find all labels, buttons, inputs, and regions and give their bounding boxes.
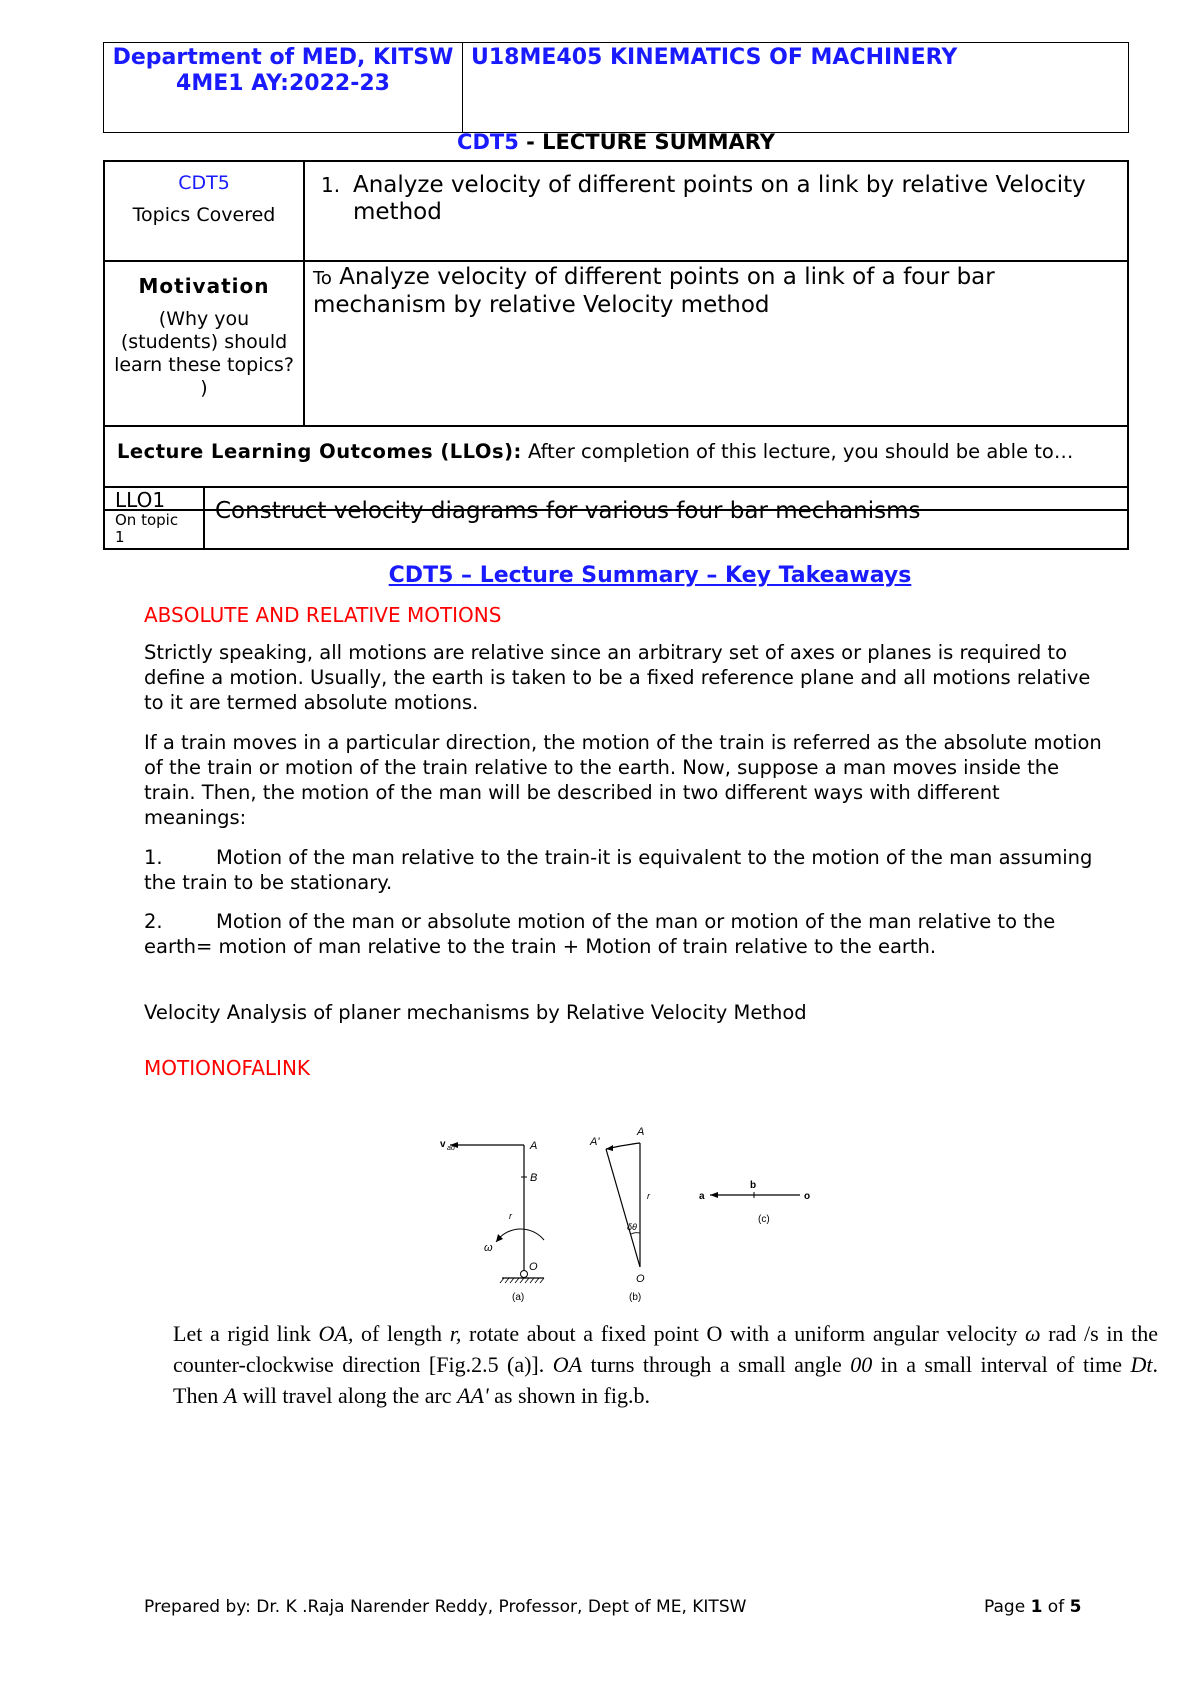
footer-page-num: 1 <box>1030 1597 1043 1617</box>
omega-arc <box>496 1229 544 1242</box>
footer-prepared-text: Dr. K .Raja Narender Reddy, Professor, Dept of ME, KITSW <box>250 1597 747 1617</box>
desc-part: rad /s in the counter-clockwise direction [Fig.2.5 (a)]. <box>173 1321 1158 1377</box>
footer-page-number <box>984 1597 1081 1617</box>
footer-prepared-by <box>144 1597 746 1617</box>
list-item-2 <box>144 909 1104 959</box>
topics-code: CDT5 <box>178 172 230 194</box>
pivot-O <box>521 1271 528 1278</box>
desc-part: r, <box>449 1321 462 1346</box>
motivation-label-cell <box>104 261 304 426</box>
label-O-b: O <box>636 1273 645 1285</box>
llo1-text: Construct velocity diagrams for various four bar mechanisms <box>215 498 921 524</box>
list-item-1-number: 1. <box>144 846 163 869</box>
footer-of-label: of <box>1042 1597 1070 1617</box>
motivation-sub: (Why you (students) should learn these topics? ) <box>114 308 294 399</box>
paragraph-1: Strictly speaking, all motions are relative since an arbitrary set of axes or planes is required to define a motion. Usually, the earth is taken to be a fixed reference plane and all motions relative to it are termed absolute motions. <box>144 641 1091 714</box>
paragraph-3: Velocity Analysis of planer mechanisms by Relative Velocity Method <box>144 1001 807 1024</box>
link-description <box>173 1318 1158 1411</box>
label-ao: ao <box>447 1145 455 1152</box>
paragraph-2: If a train moves in a particular direction, the motion of the train is referred as the absolute motion of the train or motion of the train relative to the earth. Now, suppose a man moves inside the train. Then, the motion of the man will be described in two different ways with different meanings: <box>144 731 1102 829</box>
topics-label-cell <box>104 161 304 261</box>
motivation-text: Analyze velocity of different points on a link of a four bar mechanism by relative Velocity method <box>313 264 995 318</box>
label-fig-c: (c) <box>758 1214 770 1225</box>
label-A: A <box>530 1140 538 1152</box>
vector-arrowhead <box>710 1192 718 1198</box>
summary-code: CDT5 <box>457 130 519 154</box>
list-item-2-number: 2. <box>144 910 163 933</box>
key-takeaways-title: CDT5 – Lecture Summary – Key Takeaways <box>388 563 912 588</box>
angle-arc <box>631 1233 640 1234</box>
desc-part: OA <box>552 1352 583 1377</box>
label-b-c: b <box>750 1180 757 1191</box>
department-cell <box>104 43 463 133</box>
llo1-id: LLO1 <box>115 488 166 512</box>
label-r-b: r <box>647 1191 650 1201</box>
label-A-b: A <box>637 1126 645 1138</box>
label-a-c: a <box>699 1191 705 1202</box>
desc-part: Dt <box>1130 1352 1153 1377</box>
label-delta-theta: δθ <box>627 1222 637 1232</box>
desc-part: AA' <box>457 1383 489 1408</box>
topic-number: 1. <box>321 173 341 197</box>
llo1-table <box>103 486 1129 550</box>
motivation-content-cell <box>304 261 1128 426</box>
desc-part: 00 <box>850 1352 873 1377</box>
desc-part: in a small interval of time <box>872 1352 1131 1377</box>
course-title: U18ME405 KINEMATICS OF MACHINERY <box>471 45 958 70</box>
desc-part: ω <box>1025 1321 1041 1346</box>
label-r: r <box>509 1211 512 1221</box>
llo1-id-cell <box>104 487 204 549</box>
desc-part: . Then <box>173 1352 1158 1408</box>
topics-covered-label: Topics Covered <box>132 204 276 226</box>
label-o-c: o <box>804 1191 811 1202</box>
desc-part: Let a rigid link <box>173 1321 319 1346</box>
list-item-1-text: Motion of the man relative to the train-it is equivalent to the motion of the man assuming the train to be stationary. <box>144 846 1093 894</box>
desc-part: turns through a small angle <box>582 1352 851 1377</box>
summary-rest: - LECTURE SUMMARY <box>518 130 775 154</box>
department-text: Department of MED, KITSW 4ME1 AY:2022-23 <box>112 45 454 96</box>
link-OA-prime <box>606 1149 640 1267</box>
course-cell <box>463 43 1129 133</box>
label-A-prime: A' <box>590 1136 600 1148</box>
footer-page-total: 5 <box>1069 1597 1082 1617</box>
llo1-text-cell <box>204 487 1128 549</box>
topic-text: Analyze velocity of different points on a link by relative Velocity method <box>353 172 1086 225</box>
lecture-summary-title <box>0 130 1200 154</box>
motion-of-link-heading: MOTIONOFALINK <box>144 1056 311 1080</box>
label-fig-a: (a) <box>512 1292 525 1303</box>
desc-part: of length <box>353 1321 450 1346</box>
label-v: v <box>440 1139 446 1150</box>
topics-table <box>103 160 1129 511</box>
footer-prepared-label: Prepared by: <box>144 1597 251 1617</box>
footer-page-label: Page <box>984 1597 1031 1617</box>
motivation-prefix: To <box>313 268 332 289</box>
desc-part: A <box>223 1383 238 1408</box>
llo-intro-label: Lecture Learning Outcomes (LLOs): <box>117 440 522 463</box>
llo-intro-text: After completion of this lecture, you should be able to… <box>528 440 1074 463</box>
motivation-label: Motivation <box>138 274 270 298</box>
figure-b <box>589 1126 651 1303</box>
desc-part: rotate about a fixed point O with a uniform angular velocity <box>461 1321 1025 1346</box>
absolute-relative-heading: ABSOLUTE AND RELATIVE MOTIONS <box>144 603 502 627</box>
header-table <box>103 42 1129 133</box>
topics-content-cell <box>304 161 1128 261</box>
list-item-2-text: Motion of the man or absolute motion of the man or motion of the man relative to the earth= motion of man relative to the train + Motion of train relative to the earth. <box>144 910 1056 958</box>
ground-hatch <box>500 1278 544 1283</box>
figure-c <box>699 1180 810 1225</box>
motivation-text-block <box>313 264 1117 319</box>
label-omega: ω <box>484 1242 493 1254</box>
llo1-sub: On topic 1 <box>115 511 179 546</box>
arc-arrowhead <box>606 1145 613 1151</box>
label-fig-b: (b) <box>629 1292 642 1303</box>
desc-part: as shown in fig.b. <box>488 1383 650 1408</box>
desc-part: OA, <box>318 1321 354 1346</box>
topic-item <box>321 172 1117 226</box>
motion-of-link-figure <box>440 1115 840 1310</box>
label-B: B <box>530 1172 538 1184</box>
label-O-a: O <box>529 1261 538 1273</box>
figure-a <box>440 1139 544 1303</box>
list-item-1 <box>144 845 1104 895</box>
desc-part: will travel along the arc <box>237 1383 458 1408</box>
